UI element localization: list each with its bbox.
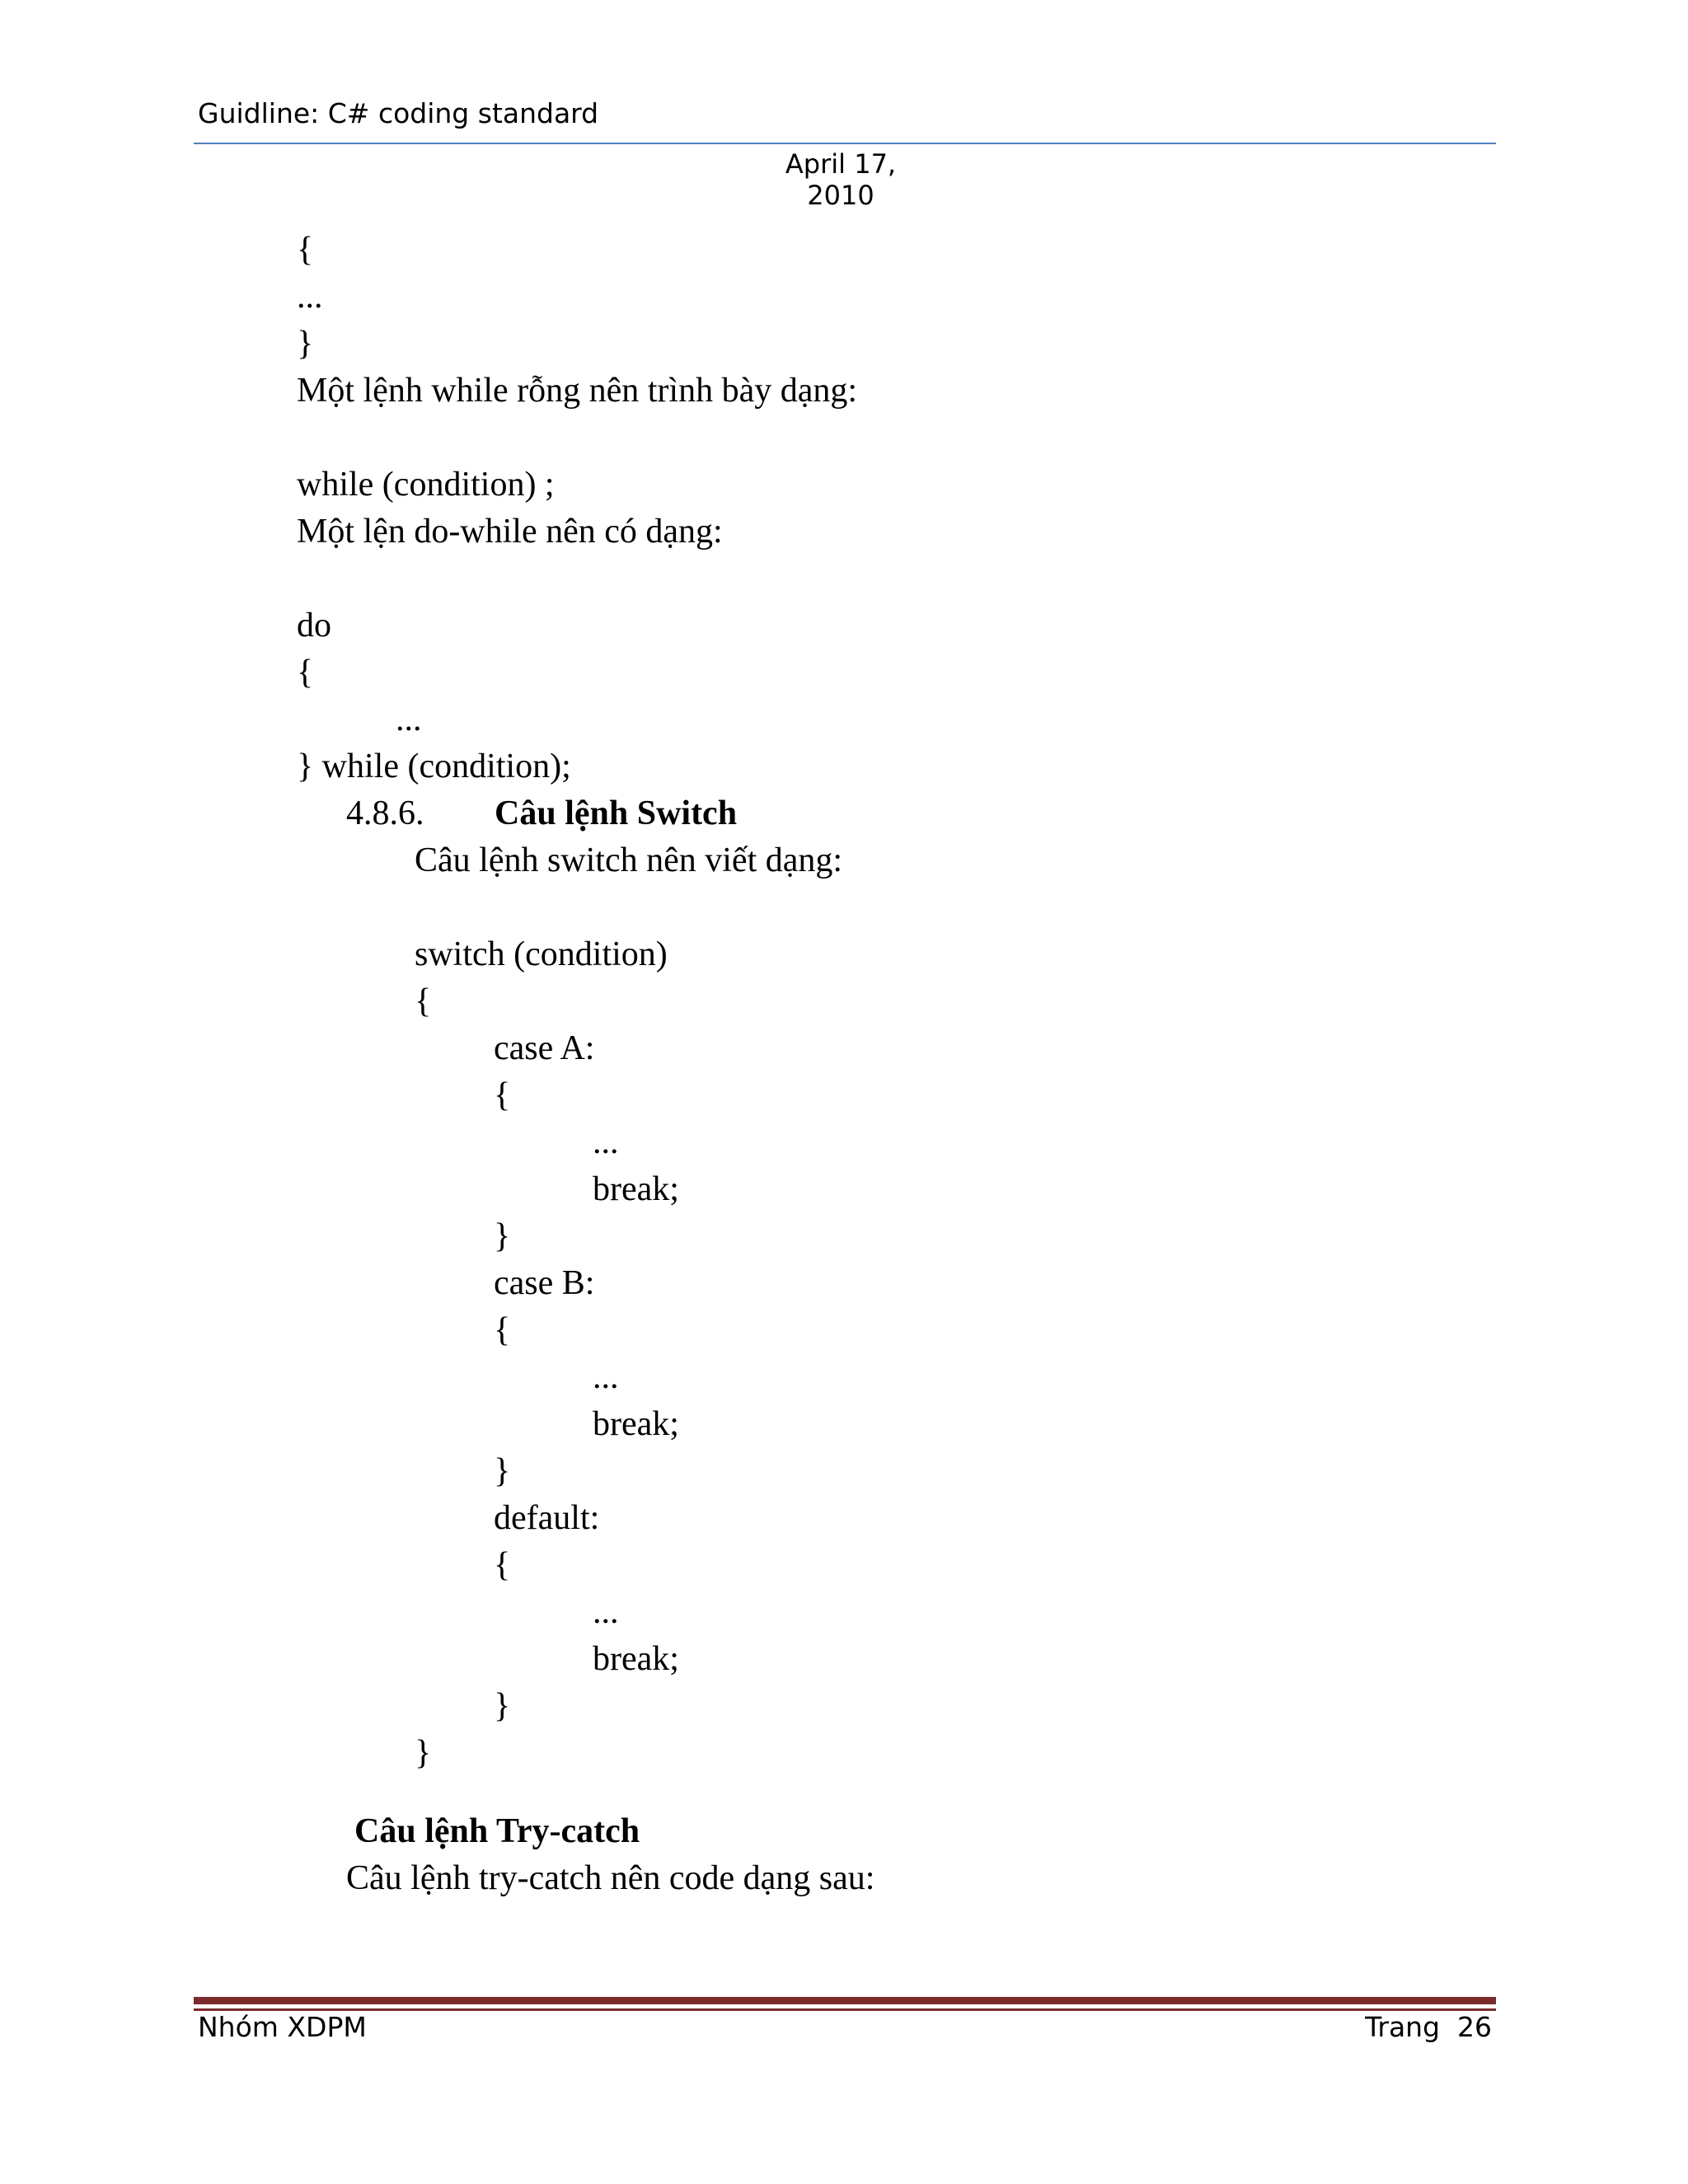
code-line: ... <box>593 1358 619 1396</box>
code-line: while (condition) ; <box>297 466 555 504</box>
section-heading: Câu lệnh Try-catch <box>354 1812 640 1850</box>
code-line: break; <box>593 1640 679 1678</box>
code-line: ... <box>593 1123 619 1161</box>
footer-page-number: Trang 26 <box>1365 2011 1492 2043</box>
code-line: } <box>494 1452 511 1490</box>
code-line: } <box>297 325 314 363</box>
section-number: 4.8.6. <box>346 794 424 832</box>
paragraph-text: Câu lệnh switch nên viết dạng: <box>415 841 843 879</box>
section-heading: Câu lệnh Switch <box>495 794 738 832</box>
code-line: ... <box>297 278 323 316</box>
code-line: ... <box>396 701 422 738</box>
code-line: default: <box>494 1499 600 1537</box>
code-line: { <box>297 654 314 691</box>
footer-divider <box>194 1997 1496 2004</box>
code-line: { <box>415 982 432 1020</box>
code-line: break; <box>593 1405 679 1443</box>
footer-group-name: Nhóm XDPM <box>198 2011 367 2043</box>
code-line: break; <box>593 1170 679 1208</box>
code-line: case A: <box>494 1029 595 1067</box>
paragraph-text: Câu lệnh try-catch nên code dạng sau: <box>346 1859 875 1897</box>
code-line: { <box>494 1546 511 1584</box>
header-date: April 17, 2010 <box>785 148 897 211</box>
header-divider <box>194 143 1496 144</box>
code-line: switch (condition) <box>415 935 668 973</box>
code-line: { <box>494 1076 511 1114</box>
paragraph-text: Một lện do-while nên có dạng: <box>297 513 723 551</box>
code-line: } <box>494 1687 511 1725</box>
header-title: Guidline: C# coding standard <box>198 97 599 129</box>
code-line: case B: <box>494 1264 595 1302</box>
code-line: } <box>415 1734 432 1772</box>
code-line: do <box>297 607 331 644</box>
code-line: ... <box>593 1593 619 1631</box>
code-line: } while (condition); <box>297 748 571 785</box>
code-line: { <box>297 231 314 269</box>
paragraph-text: Một lệnh while rỗng nên trình bày dạng: <box>297 372 858 410</box>
code-line: } <box>494 1217 511 1255</box>
code-line: { <box>494 1311 511 1349</box>
